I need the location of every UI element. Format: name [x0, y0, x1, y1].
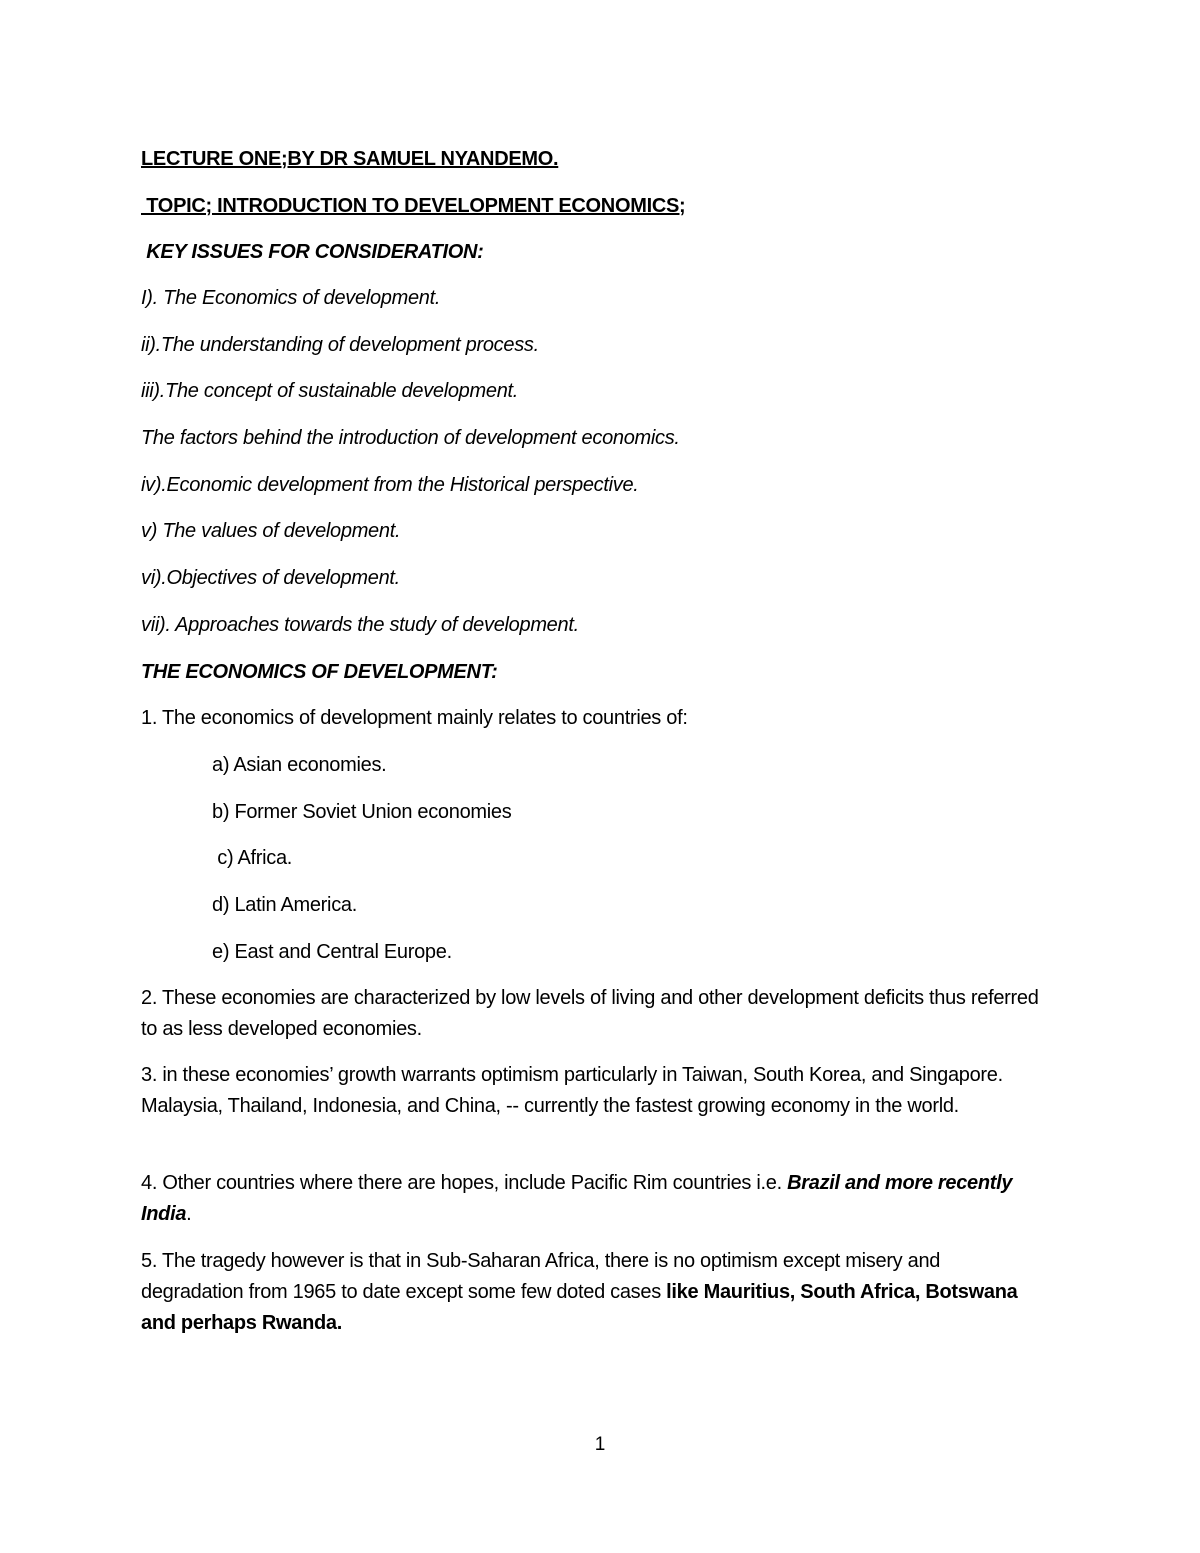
point-5	[141, 1246, 1041, 1339]
point-5-text: 5. The tragedy however is that in Sub-Saharan Africa, there is no optimism except misery and degradation from 1965 to date except some few doted cases	[141, 1250, 941, 1303]
key-issue-item: vii). Approaches towards the study of development.	[141, 614, 579, 636]
key-issue-item: iv).Economic development from the Historical perspective.	[141, 474, 639, 496]
sublist-item: a) Asian economies.	[212, 754, 387, 776]
point-4	[141, 1168, 1041, 1230]
point-3: 3. in these economies’ growth warrants optimism particularly in Taiwan, South Korea, and Singapore. Malaysia, Thailand, Indonesia, and China, -- currently the fastest growing economy in the world.	[141, 1064, 1003, 1117]
point-4-emphasis: Brazil and more recently India	[141, 1172, 1013, 1225]
sublist-item: e) East and Central Europe.	[212, 941, 452, 963]
point-4-end: .	[186, 1203, 192, 1225]
point-5-emphasis: like Mauritius, South Africa, Botswana and perhaps Rwanda.	[141, 1281, 1018, 1334]
point-1: 1. The economics of development mainly relates to countries of:	[141, 707, 688, 729]
key-issue-item: v) The values of development.	[141, 520, 401, 542]
key-issues-heading: KEY ISSUES FOR CONSIDERATION:	[141, 241, 484, 263]
topic-heading: TOPIC; INTRODUCTION TO DEVELOPMENT ECONOMICS;	[141, 195, 686, 217]
sublist-item: c) Africa.	[212, 847, 293, 869]
key-issue-item: The factors behind the introduction of development economics.	[141, 427, 680, 449]
key-issue-item: iii).The concept of sustainable development.	[141, 380, 519, 402]
point-2: 2. These economies are characterized by low levels of living and other development deficits thus referred to as less developed economies.	[141, 987, 1039, 1040]
key-issue-item: I). The Economics of development.	[141, 287, 441, 309]
section-heading: THE ECONOMICS OF DEVELOPMENT:	[141, 661, 498, 683]
page-number: 1	[594, 1434, 606, 1455]
point-4-text: 4. Other countries where there are hopes, include Pacific Rim countries i.e.	[141, 1172, 788, 1194]
sublist-item: b) Former Soviet Union economies	[212, 801, 512, 823]
key-issue-item: vi).Objectives of development.	[141, 567, 400, 589]
sublist-item: d) Latin America.	[212, 894, 357, 916]
lecture-title: LECTURE ONE;BY DR SAMUEL NYANDEMO.	[141, 148, 559, 170]
key-issue-item: ii).The understanding of development process.	[141, 334, 539, 356]
